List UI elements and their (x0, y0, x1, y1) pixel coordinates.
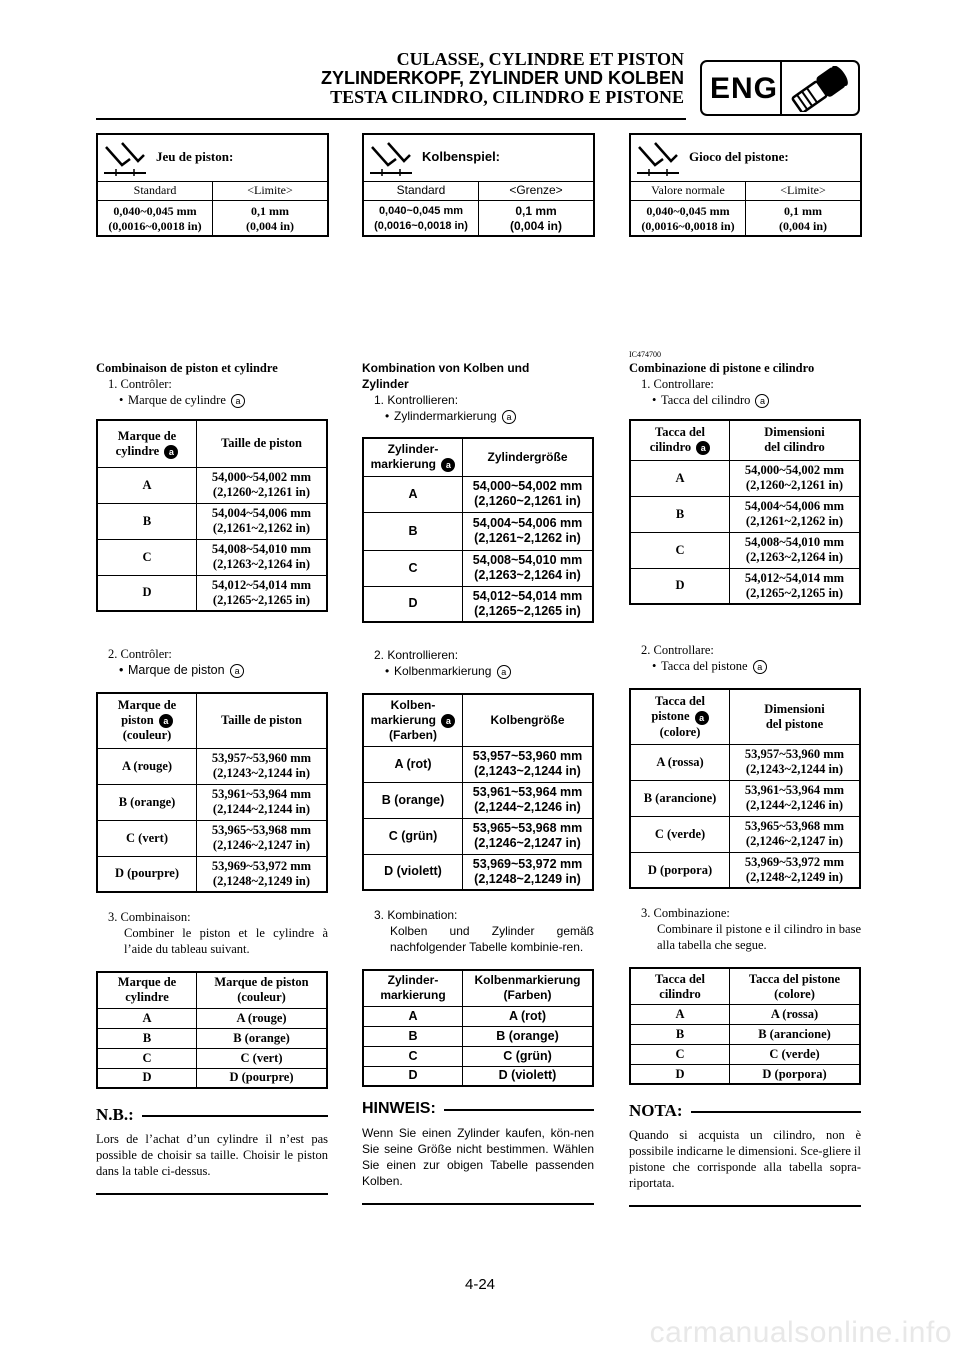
spec-box-french (96, 133, 329, 237)
spec-header (98, 135, 327, 182)
step-3: 3. Combinazione: (641, 906, 730, 921)
table-header: Kolbenmarkierung (Farben) (463, 970, 594, 1006)
table-row: C 54,008~54,010 mm (2,1263~2,1264 in) (630, 532, 860, 568)
section-heading: Kombination von Kolben und Zylinder (362, 361, 530, 391)
section-badge-label: ENG (710, 72, 779, 105)
table-row: D (violett) 53,969~53,972 mm (2,1248~2,1249 in) (363, 854, 593, 890)
spec-value-limit: 0,1 mm (0,004 in) (779, 204, 827, 233)
table-row: C C (grün) (363, 1046, 593, 1066)
table-header: Tacca del cilindro a (630, 420, 730, 460)
table-row: D 54,012~54,014 mm (2,1265~2,1265 in) (363, 586, 593, 622)
spec-value-standard: 0,040~0,045 mm (0,0016~0,0018 in) (631, 201, 746, 237)
spec-column-headers (364, 181, 593, 201)
combination-table (629, 967, 861, 1085)
spec-box-italian (629, 133, 862, 237)
table-row: C C (vert) (97, 1048, 327, 1068)
combination-table (362, 969, 594, 1087)
wrench-measure-icon (368, 139, 414, 177)
spec-col-standard: Standard (98, 181, 213, 200)
wrench-measure-icon (635, 139, 681, 177)
note-text: Quando si acquista un cilindro, non è possibile indicarne le dimensioni. Sce-gliere il pistone che corrisponde alla tabella sopra-riportata. (629, 1128, 861, 1191)
title-german: ZYLINDERKOPF, ZYLINDER UND KOLBEN (320, 68, 684, 88)
table-row: A (rouge) 53,957~53,960 mm (2,1243~2,1244 in) (97, 748, 327, 784)
mark-a-icon: a (753, 660, 767, 674)
note-heading (362, 1101, 594, 1117)
table-row: A (rot) 53,957~53,960 mm (2,1243~2,1244 in) (363, 746, 593, 782)
title-italian: TESTA CILINDRO, CILINDRO E PISTONE (330, 87, 684, 107)
note-label: HINWEIS: (362, 1100, 436, 1117)
table-row: B (orange) 53,961~53,964 mm (2,1244~2,1246 in) (363, 782, 593, 818)
table-header: Dimensioni del cilindro (730, 420, 861, 460)
note-rule (629, 1205, 861, 1207)
spec-value-standard: 0,040~0,045 mm (0,0016~0,0018 in) (364, 201, 479, 237)
spec-header (631, 135, 860, 182)
spec-header (364, 135, 593, 182)
spec-column-headers (631, 181, 860, 201)
mark-a-icon: a (755, 394, 769, 408)
bullet-item: • Marque de cylindre a (96, 392, 328, 408)
table-header: Taille de piston (197, 420, 328, 467)
step-3-text: Combinare il pistone e il cilindro in base alla tabella che segue. (657, 922, 861, 953)
section-heading: Combinaison de piston et cylindre (96, 361, 278, 375)
table-row: D 54,012~54,014 mm (2,1265~2,1265 in) (97, 575, 327, 611)
mark-a-icon: a (497, 665, 511, 679)
mark-a-icon: a (230, 664, 244, 678)
page-number: 4-24 (464, 1276, 496, 1293)
table-row: C (grün) 53,965~53,968 mm (2,1246~2,1247 in) (363, 818, 593, 854)
engine-piston-icon (788, 66, 854, 112)
step-3: 3. Combinaison: (108, 910, 191, 925)
spec-values (364, 201, 593, 237)
section-heading: Combinazione di pistone e cilindro (629, 361, 815, 375)
spec-col-standard: Standard (364, 181, 479, 200)
table-header: Tacca del cilindro (630, 968, 730, 1004)
column-italian (629, 360, 861, 1207)
step-2: 2. Kontrollieren: (374, 648, 459, 662)
table-row: A A (rouge) (97, 1008, 327, 1028)
table-row: D D (pourpre) (97, 1068, 327, 1088)
table-row: C (vert) 53,965~53,968 mm (2,1246~2,1247 in) (97, 820, 327, 856)
note-text: Wenn Sie einen Zylinder kaufen, kön-nen Sie seine Größe nicht bestimmen. Wählen Sie einen zur obigen Tabelle passenden Kolben. (362, 1126, 594, 1188)
step-1: 1. Controllare: (641, 377, 714, 391)
column-french (96, 360, 328, 1195)
table-row: A 54,000~54,002 mm (2,1260~2,1261 in) (630, 460, 860, 496)
table-row: B 54,004~54,006 mm (2,1261~2,1262 in) (97, 503, 327, 539)
cylinder-size-table (629, 419, 861, 605)
table-row: B B (orange) (97, 1028, 327, 1048)
table-header: Dimensioni del pistone (730, 689, 861, 744)
note-heading (629, 1103, 861, 1119)
table-header: Zylindergröße (463, 438, 594, 476)
table-row: B (orange) 53,961~53,964 mm (2,1244~2,1244 in) (97, 784, 327, 820)
mark-a-icon: a (231, 394, 245, 408)
step-1: 1. Kontrollieren: (374, 393, 459, 407)
table-header: Marque de cylindre (97, 972, 197, 1008)
piston-size-table (96, 692, 328, 893)
section-badge (700, 60, 860, 116)
step-2: 2. Contrôler: (108, 647, 172, 662)
spec-values (98, 201, 327, 237)
table-row: A A (rossa) (630, 1004, 860, 1024)
table-row: A A (rot) (363, 1006, 593, 1026)
table-header: Kolbengröße (463, 694, 594, 746)
wrench-measure-icon (102, 139, 148, 177)
spec-col-limit: <Limite> (247, 183, 293, 197)
bullet-item: • Zylindermarkierung a (362, 408, 594, 424)
cylinder-size-table (96, 419, 328, 612)
step-2: 2. Controllare: (641, 643, 714, 658)
spec-col-standard: Valore normale (631, 181, 746, 200)
title-french: CULASSE, CYLINDRE ET PISTON (396, 49, 684, 69)
note-rule (96, 1193, 328, 1195)
bullet-item: • Tacca del cilindro a (629, 392, 861, 408)
note-heading (96, 1107, 328, 1123)
note-text: Lors de l’achat d’un cylindre il n’est pas possible de choisir sa taille. Choisir le piston dans la table ci-dessus. (96, 1132, 328, 1179)
reference-code: IC474700 (629, 350, 661, 359)
table-row: A (rossa) 53,957~53,960 mm (2,1243~2,1244 in) (630, 744, 860, 780)
table-row: D D (porpora) (630, 1064, 860, 1084)
note-label: N.B.: (96, 1105, 134, 1125)
table-header: Taille de piston (197, 693, 328, 748)
combination-table (96, 971, 328, 1089)
piston-size-table (629, 688, 861, 889)
spec-values (631, 201, 860, 237)
note-rule (362, 1203, 594, 1205)
spec-value-limit: 0,1 mm (0,004 in) (246, 204, 294, 233)
step-3-text: Combiner le piston et le cylindre à l’aide du tableau suivant. (124, 926, 328, 957)
table-header: Zylinder- markierung a (363, 438, 463, 476)
spec-title: Kolbenspiel: (422, 149, 501, 164)
table-header: Marque de piston (couleur) (197, 972, 328, 1008)
step-1: 1. Contrôler: (108, 377, 172, 391)
step-3-text: Kolben und Zylinder gemäß nachfolgender Tabelle kombinie-ren. (390, 924, 594, 954)
spec-col-limit: <Grenze> (509, 183, 563, 197)
bullet-item: • Tacca del pistone a (629, 658, 861, 674)
spec-col-limit: <Limite> (780, 183, 826, 197)
bullet-item: • Marque de piston a (96, 662, 328, 678)
page-header-titles (300, 50, 684, 107)
spec-value-standard: 0,040~0,045 mm (0,0016~0,0018 in) (98, 201, 213, 237)
table-header: Marque de piston a (couleur) (97, 693, 197, 748)
table-header: Kolben- markierung a (Farben) (363, 694, 463, 746)
spec-box-german (362, 133, 595, 237)
table-header: Zylinder- markierung (363, 970, 463, 1006)
spec-title: Jeu de piston: (156, 149, 234, 164)
spec-column-headers (98, 181, 327, 201)
table-row: B 54,004~54,006 mm (2,1261~2,1262 in) (630, 496, 860, 532)
table-row: D D (violett) (363, 1066, 593, 1086)
table-row: A 54,000~54,002 mm (2,1260~2,1261 in) (97, 467, 327, 503)
table-row: B 54,004~54,006 mm (2,1261~2,1262 in) (363, 512, 593, 550)
note-label: NOTA: (629, 1101, 683, 1121)
cylinder-size-table (362, 437, 594, 623)
table-row: C C (verde) (630, 1044, 860, 1064)
table-row: B (arancione) 53,961~53,964 mm (2,1244~2,1246 in) (630, 780, 860, 816)
spec-value-limit: 0,1 mm (0,004 in) (509, 204, 563, 233)
table-row: C (verde) 53,965~53,968 mm (2,1246~2,1247 in) (630, 816, 860, 852)
table-row: C 54,008~54,010 mm (2,1263~2,1264 in) (363, 550, 593, 586)
piston-size-table (362, 693, 594, 891)
table-row: C 54,008~54,010 mm (2,1263~2,1264 in) (97, 539, 327, 575)
table-header: Tacca del pistone a (colore) (630, 689, 730, 744)
table-row: D (pourpre) 53,969~53,972 mm (2,1248~2,1249 in) (97, 856, 327, 892)
watermark: carmanualsonline.info (649, 1316, 952, 1349)
table-row: B B (arancione) (630, 1024, 860, 1044)
table-row: B B (orange) (363, 1026, 593, 1046)
spec-title: Gioco del pistone: (689, 149, 789, 164)
table-header: Tacca del pistone (colore) (730, 968, 861, 1004)
table-row: D 54,012~54,014 mm (2,1265~2,1265 in) (630, 568, 860, 604)
table-header: Marque de cylindre a (97, 420, 197, 467)
table-row: A 54,000~54,002 mm (2,1260~2,1261 in) (363, 476, 593, 512)
bullet-item: • Kolbenmarkierung a (362, 663, 594, 679)
mark-a-icon: a (502, 410, 516, 424)
badge-divider (780, 62, 782, 114)
step-3: 3. Kombination: (374, 908, 458, 922)
column-german (362, 360, 594, 1205)
table-row: D (porpora) 53,969~53,972 mm (2,1248~2,1249 in) (630, 852, 860, 888)
header-rule (96, 118, 686, 120)
